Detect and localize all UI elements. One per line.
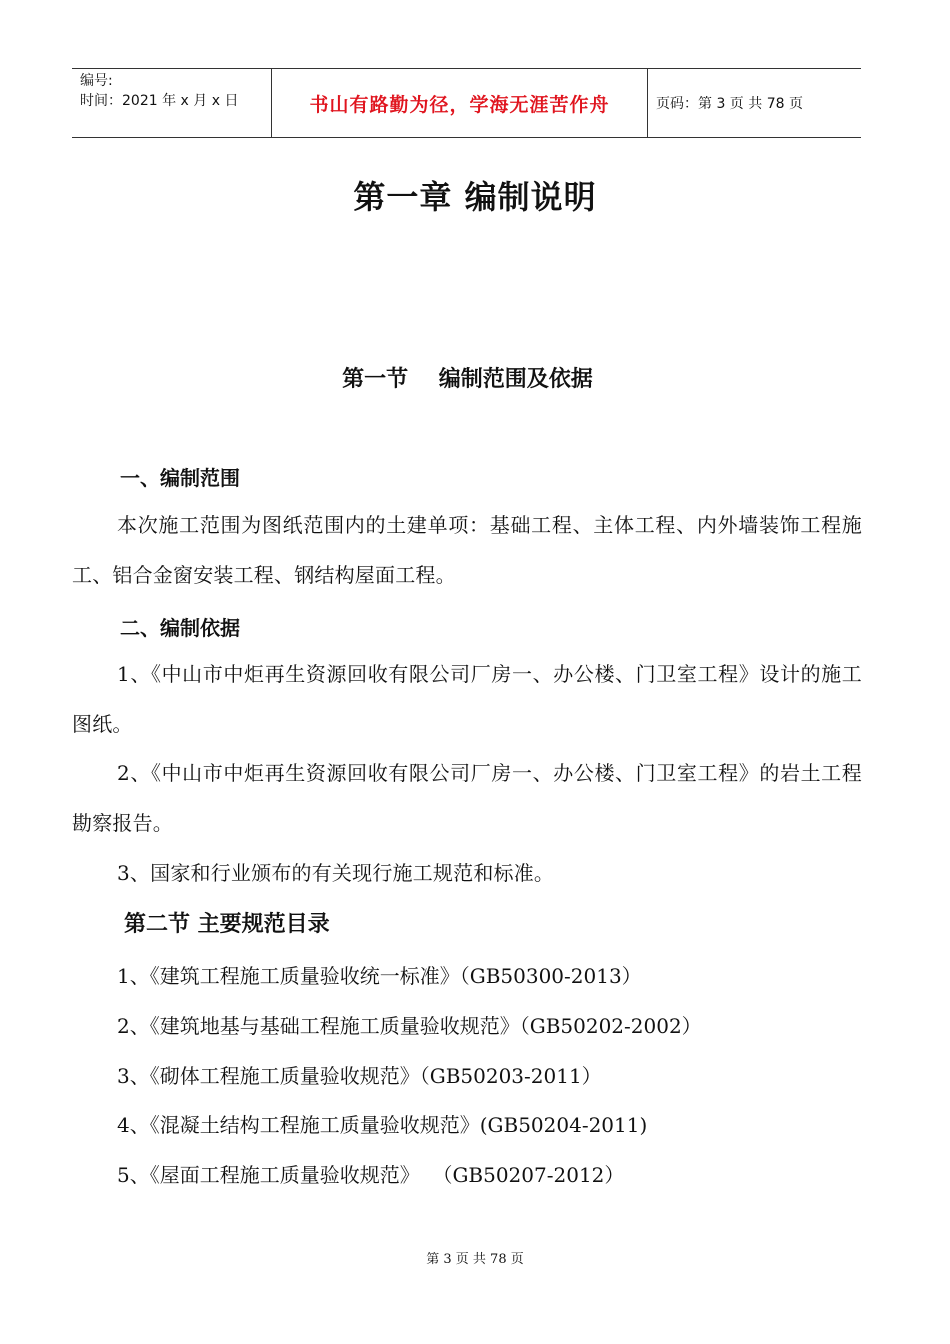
norm-item-1: 1、《建筑工程施工质量验收统一标准》（GB50300-2013） bbox=[117, 964, 642, 988]
basis-item-1: 1、《中山市中炬再生资源回收有限公司厂房一、办公楼、门卫室工程》设计的施工图纸。 bbox=[72, 662, 862, 736]
section1-title: 第一节 编制范围及依据 bbox=[342, 367, 593, 392]
page-header bbox=[72, 68, 861, 138]
header-meta bbox=[72, 69, 272, 137]
chapter-title: 第一章 编制说明 bbox=[353, 178, 597, 216]
basis-item-3: 3、国家和行业颁布的有关现行施工规范和标准。 bbox=[117, 861, 555, 885]
section2-title: 第二节 主要规范目录 bbox=[124, 912, 330, 937]
norm-item-2: 2、《建筑地基与基础工程施工质量验收规范》（GB50202-2002） bbox=[117, 1014, 702, 1038]
basis-heading: 二、编制依据 bbox=[120, 616, 240, 640]
scope-paragraph: 本次施工范围为图纸范围内的土建单项：基础工程、主体工程、内外墙装饰工程施工、铝合金窗安装工程、钢结构屋面工程。 bbox=[72, 513, 862, 587]
header-page-info: 页码：第 3 页 共 78 页 bbox=[656, 96, 803, 112]
norm-item-3: 3、《砌体工程施工质量验收规范》（GB50203-2011） bbox=[117, 1064, 602, 1088]
page-footer: 第 3 页 共 78 页 bbox=[426, 1252, 524, 1267]
norm-item-4: 4、《混凝土结构工程施工质量验收规范》(GB50204-2011) bbox=[117, 1113, 648, 1137]
basis-item-2: 2、《中山市中炬再生资源回收有限公司厂房一、办公楼、门卫室工程》的岩土工程勘察报告。 bbox=[72, 761, 862, 835]
scope-heading: 一、编制范围 bbox=[120, 466, 240, 490]
header-motto: 书山有路勤为径，学海无涯苦作舟 bbox=[272, 69, 648, 137]
norm-item-5: 5、《屋面工程施工质量验收规范》 （GB50207-2012） bbox=[117, 1163, 625, 1187]
number-label: 编号: bbox=[80, 73, 113, 89]
time-label: 时间：2021 年 x 月 x 日 bbox=[80, 93, 239, 109]
